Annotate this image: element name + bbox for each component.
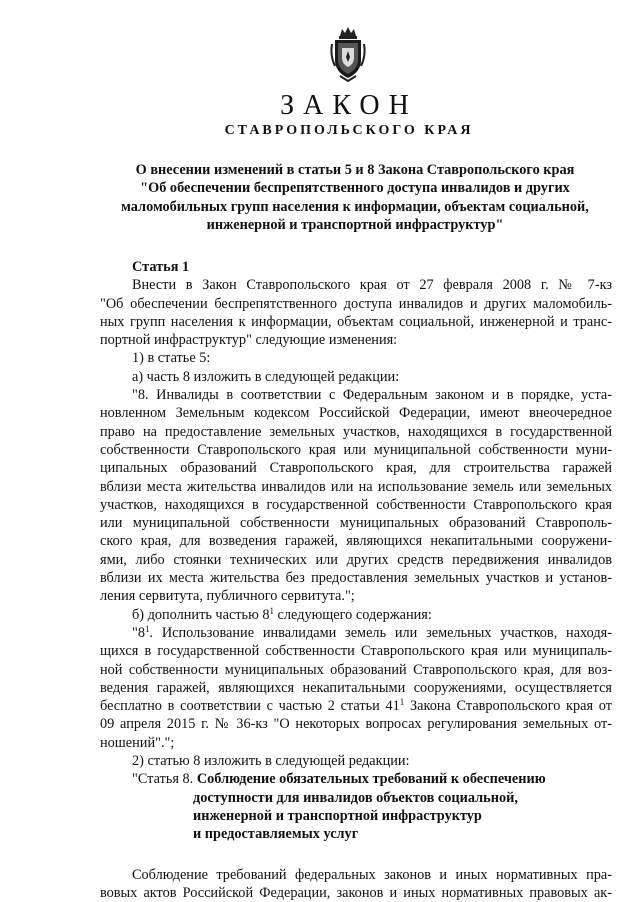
text-line: вблизи места жительства инвалидов или на использование земель или земельных <box>100 478 612 495</box>
coat-of-arms-icon <box>328 26 368 82</box>
text-line: право на предоставление земельных участков, находящихся в государственной <box>100 423 612 440</box>
text-line: б) дополнить частью $8^1$ следующего содержания: <box>132 605 432 623</box>
text-line: ципальных образований Ставропольского края, для строительства гаражей <box>100 460 612 477</box>
text-line: или муниципальной собственности муниципальных образований Ставрополь- <box>100 515 612 532</box>
law-heading <box>100 161 610 234</box>
heading-line: "Об обеспечении беспрепятственного доступа инвалидов и других <box>140 180 570 197</box>
article-8-prefix: "Статья 8. <box>132 771 194 788</box>
text-line: щихся в государственной собственности Ставропольского края или муниципаль- <box>100 643 612 660</box>
text-line: 2) статью 8 изложить в следующей редакции: <box>132 753 410 770</box>
article-8-heading <box>100 770 612 843</box>
heading-line: маломобильных групп населения к информации, объектам социальной, <box>121 198 589 215</box>
text-line: 1) в статье 5: <box>132 350 211 367</box>
text-line: бесплатно в соответствии с частью 2 статьи $41^1$ Закона Ставропольского края от <box>100 697 612 715</box>
text-line: участков, находящихся в государственной собственности Ставропольского края <box>100 496 612 513</box>
text-line: Внести в Закон Ставропольского края от 27 февраля 2008 г. № 7-кз <box>132 277 612 294</box>
text-line: "Об обеспечении беспрепятственного доступа инвалидов и других маломобиль- <box>100 295 612 312</box>
article-8-title-line: инженерной и транспортной инфраструктур <box>193 807 482 824</box>
text-line: ведения гаражей, являющихся некапитальными сооружениями, осуществляется <box>100 679 612 696</box>
article-label: Статья 1 <box>132 259 190 275</box>
text-line: "8. Инвалиды в соответствии с Федеральным законом и в порядке, уста- <box>132 387 612 404</box>
article-8-title-line: доступности для инвалидов объектов социальной, <box>193 789 518 806</box>
text-line: "$8^1$. Использование инвалидами земель или земельных участков, находя- <box>132 623 612 641</box>
article-8-title-line: Соблюдение обязательных требований к обеспечению <box>196 771 546 788</box>
text-line: ями, либо стоянки технических или других средств передвижения инвалидов <box>100 551 612 568</box>
article-body <box>100 258 612 902</box>
text-line: а) часть 8 изложить в следующей редакции: <box>132 368 400 385</box>
text-line: 09 апреля 2015 г. № 36-кз "О некоторых вопросах регулирования земельных от- <box>100 716 612 733</box>
heading-line: инженерной и транспортной инфраструктур" <box>206 216 504 233</box>
law-title: ЗАКОН <box>280 90 418 121</box>
text-line: ной собственности муниципальных образований Ставропольского края, для воз- <box>100 661 612 678</box>
text-line: собственности Ставропольского края или муниципальной собственности муни- <box>100 441 612 458</box>
text-line: портной инфраструктур" следующие изменения: <box>100 332 398 349</box>
text-line: новленном Земельным кодексом Российской Федерации, имеют внеочередное <box>100 405 612 422</box>
text-line: Соблюдение требований федеральных законов и иных нормативных пра- <box>132 866 612 883</box>
text-line: ского края, для возведения гаражей, являющихся некапитальными сооружени- <box>100 533 612 550</box>
law-subtitle: СТАВРОПОЛЬСКОГО КРАЯ <box>224 123 474 138</box>
text-line: ления сервитута, публичного сервитута."; <box>100 588 355 605</box>
text-line: вовых актов Российской Федерации, законов и иных нормативных правовых ак- <box>100 885 612 902</box>
text-line: ных групп населения к информации, объектам социальной, инженерной и транс- <box>100 313 612 330</box>
article-8-title-line: и предоставляемых услуг <box>193 826 359 843</box>
text-line: ношений"."; <box>100 734 175 751</box>
heading-line: О внесении изменений в статьи 5 и 8 Закона Ставропольского края <box>135 162 575 178</box>
text-line: вблизи их места жительства без предоставления земельных участков и установ- <box>100 570 612 587</box>
